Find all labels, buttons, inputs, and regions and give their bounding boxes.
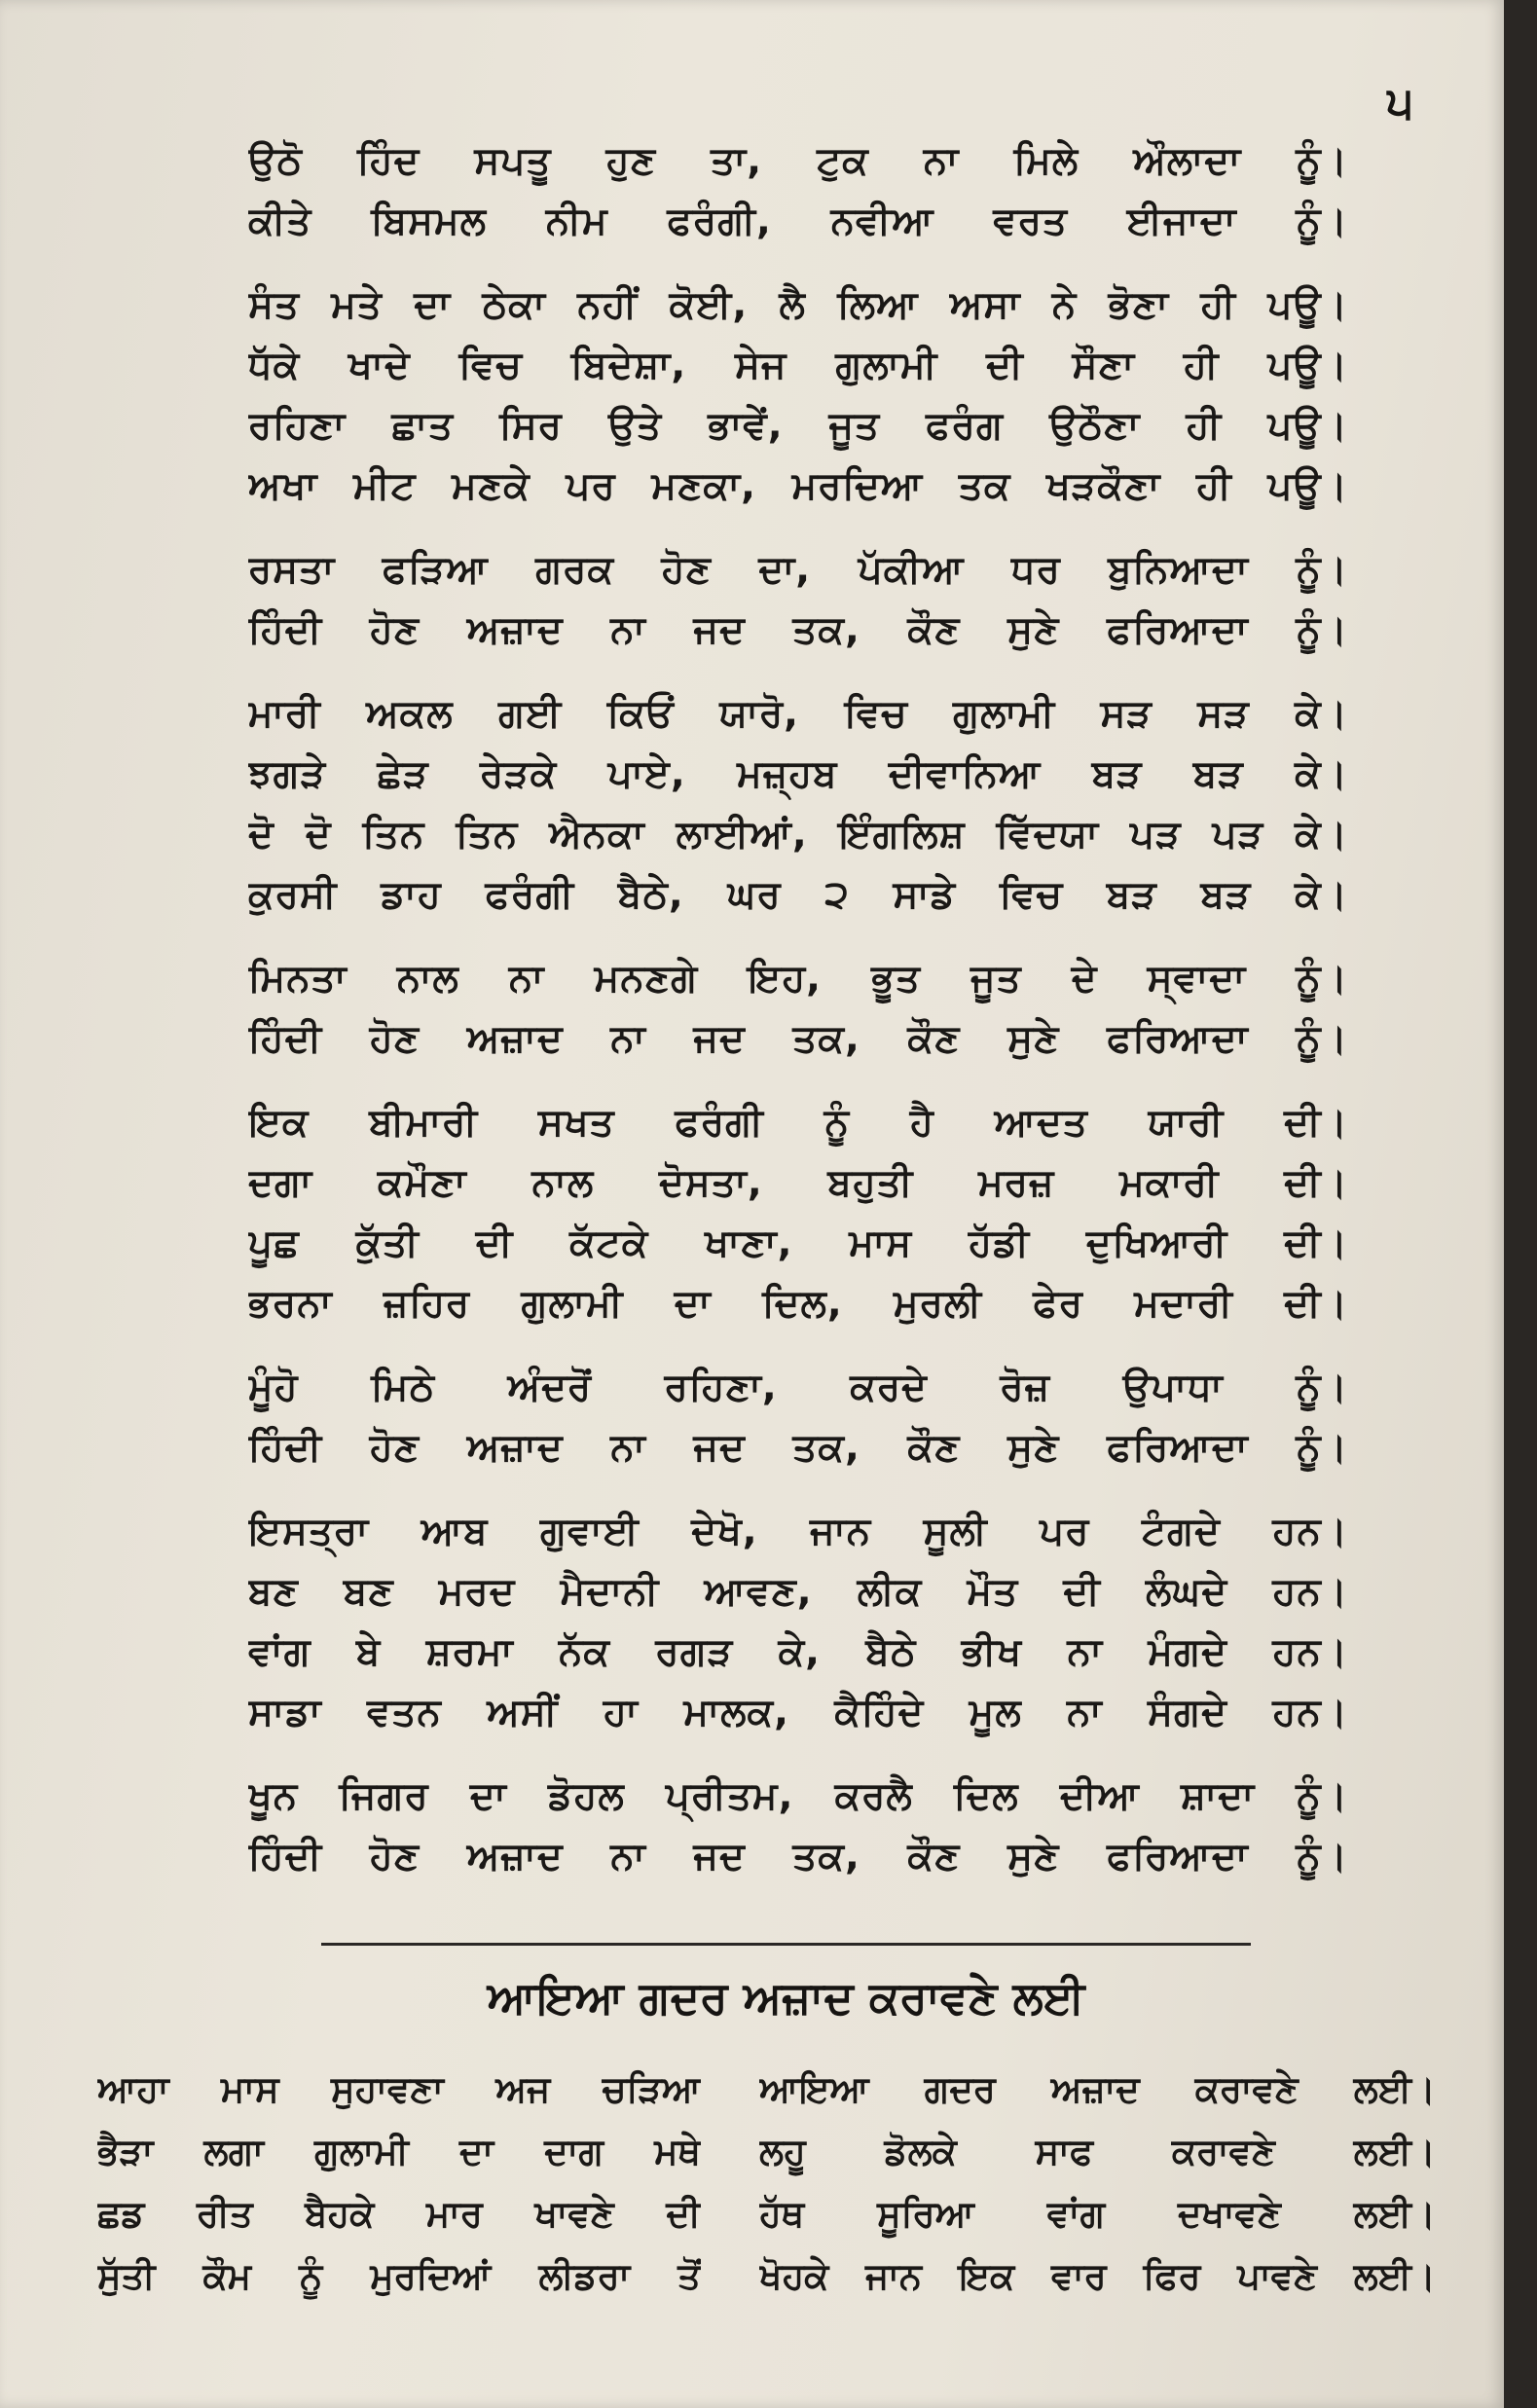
couplet-left: ਭੈੜਾ ਲਗਾ ਗੁਲਾਮੀ ਦਾ ਦਾਗ ਮਥੇ [97, 2131, 701, 2172]
poem-line: ਹਿੰਦੀ ਹੋਣ ਅਜ਼ਾਦ ਨਾ ਜਦ ਤਕ, ਕੌਣ ਸੁਣੇ ਫਰਿਆਦਾ ਨੂੰ। [248, 608, 1348, 652]
stanza [248, 1358, 1348, 1478]
couplet-left: ਸੁੱਤੀ ਕੌਮ ਨੂੰ ਮੁਰਦਿਆਂ ਲੀਡਰਾ ਤੋਂ [97, 2255, 701, 2297]
poem-body [248, 131, 1348, 1911]
poem-line: ਸੰਤ ਮਤੇ ਦਾ ਠੇਕਾ ਨਹੀਂ ਕੋਈ, ਲੈ ਲਿਆ ਅਸਾ ਨੇ ਭੋਣਾ ਹੀ ਪਊ। [248, 283, 1348, 327]
couplet-row [97, 2059, 1436, 2121]
poem-line: ਅਖਾ ਮੀਟ ਮਣਕੇ ਪਰ ਮਣਕਾ, ਮਰਦਿਆ ਤਕ ਖੜਕੌਣਾ ਹੀ ਪਊ। [248, 464, 1348, 508]
stanza [248, 1093, 1348, 1334]
stanza [248, 540, 1348, 661]
poem-line: ਸਾਡਾ ਵਤਨ ਅਸੀਂ ਹਾ ਮਾਲਕ, ਕੈਹਿੰਦੇ ਮੂਲ ਨਾ ਸੰਗਦੇ ਹਨ। [248, 1691, 1348, 1734]
poem-line: ਰਸਤਾ ਫੜਿਆ ਗਰਕ ਹੋਣ ਦਾ, ਪੱਕੀਆ ਧਰ ਬੁਨਿਆਦਾ ਨੂੰ। [248, 548, 1348, 592]
poem-line: ਮਾਰੀ ਅਕਲ ਗਈ ਕਿਓਂ ਯਾਰੋ, ਵਿਚ ਗੁਲਾਮੀ ਸੜ ਸੜ ਕੇ। [248, 692, 1348, 736]
couplet-right: ਆਇਆ ਗਦਰ ਅਜ਼ਾਦ ਕਰਾਵਣੇ ਲਈ। [759, 2068, 1436, 2110]
poem-line: ਇਸਤ੍ਰਾ ਆਬ ਗੁਵਾਈ ਦੇਖੋ, ਜਾਨ ਸੂਲੀ ਪਰ ਟੰਗਦੇ ਹਨ। [248, 1510, 1348, 1553]
couplet-right: ਲਹੂ ਡੋਲਕੇ ਸਾਫ ਕਰਾਵਣੇ ਲਈ। [759, 2131, 1436, 2172]
poem-line: ਮਿਨਤਾ ਨਾਲ ਨਾ ਮਨਣਗੇ ਇਹ, ਭੂਤ ਜੂਤ ਦੇ ਸ੍ਵਾਦਾ ਨੂੰ। [248, 957, 1348, 1001]
poem-line: ਧੱਕੇ ਖਾਦੇ ਵਿਚ ਬਿਦੇਸ਼ਾ, ਸੇਜ ਗੁਲਾਮੀ ਦੀ ਸੌਣਾ ਹੀ ਪਊ। [248, 344, 1348, 387]
poem-line: ਹਿੰਦੀ ਹੋਣ ਅਜ਼ਾਦ ਨਾ ਜਦ ਤਕ, ਕੌਣ ਸੁਣੇ ਫਰਿਆਦਾ ਨੂੰ। [248, 1835, 1348, 1879]
poem-line: ਝਗੜੇ ਛੇੜ ਰੇੜਕੇ ਪਾਏ, ਮਜ਼੍ਹਬ ਦੀਵਾਨਿਆ ਬੜ ਬੜ ਕੇ। [248, 752, 1348, 796]
poem-line: ਮੂੰਹੋ ਮਿਠੇ ਅੰਦਰੋਂ ਰਹਿਣਾ, ਕਰਦੇ ਰੋਜ਼ ਉਪਾਧਾ ਨੂੰ। [248, 1366, 1348, 1409]
page-number: ੫ [1387, 76, 1414, 128]
couplet-right: ਖੋਹਕੇ ਜਾਨ ਇਕ ਵਾਰ ਫਿਰ ਪਾਵਣੇ ਲਈ। [759, 2255, 1436, 2297]
couplet-left: ਛਡ ਰੀਤ ਬੈਹਕੇ ਮਾਰ ਖਾਵਣੇ ਦੀ [97, 2193, 701, 2235]
poem-line: ਕੁਰਸੀ ਡਾਹ ਫਰੰਗੀ ਬੈਠੇ, ਘਰ ੨ ਸਾਡੇ ਵਿਚ ਬੜ ਬੜ ਕੇ। [248, 873, 1348, 917]
poem-line: ਹਿੰਦੀ ਹੋਣ ਅਜ਼ਾਦ ਨਾ ਜਦ ਤਕ, ਕੌਣ ਸੁਣੇ ਫਰਿਆਦਾ ਨੂੰ। [248, 1017, 1348, 1061]
stanza [248, 949, 1348, 1070]
couplet-right: ਹੱਥ ਸੂਰਿਆ ਵਾਂਗ ਦਖਾਵਣੇ ਲਈ। [759, 2193, 1436, 2235]
section-heading: ਆਇਆ ਗਦਰ ਅਜ਼ਾਦ ਕਰਾਵਣੇ ਲਈ [487, 1971, 1085, 2024]
stanza [248, 684, 1348, 926]
stanza [248, 131, 1348, 252]
couplet-block [97, 2059, 1436, 2308]
poem-line: ਪੂਛ ਕੁੱਤੀ ਦੀ ਕੱਟਕੇ ਖਾਣਾ, ਮਾਸ ਹੱਡੀ ਦੁਖਿਆਰੀ ਦੀ। [248, 1222, 1348, 1265]
poem-line: ਇਕ ਬੀਮਾਰੀ ਸਖਤ ਫਰੰਗੀ ਨੂੰ ਹੈ ਆਦਤ ਯਾਰੀ ਦੀ। [248, 1101, 1348, 1145]
poem-line: ਖੂਨ ਜਿਗਰ ਦਾ ਡੋਹਲ ਪ੍ਰੀਤਮ, ਕਰਲੈ ਦਿਲ ਦੀਆ ਸ਼ਾਦਾ ਨੂੰ। [248, 1774, 1348, 1818]
poem-line: ਦਗਾ ਕਮੌਣਾ ਨਾਲ ਦੋਸਤਾ, ਬਹੁਤੀ ਮਰਜ਼ ਮਕਾਰੀ ਦੀ। [248, 1161, 1348, 1205]
stanza [248, 1767, 1348, 1887]
poem-line: ਕੀਤੇ ਬਿਸਮਲ ਨੀਮ ਫਰੰਗੀ, ਨਵੀਆ ਵਰਤ ਈਜਾਦਾ ਨੂੰ। [248, 200, 1348, 243]
poem-line: ਹਿੰਦੀ ਹੋਣ ਅਜ਼ਾਦ ਨਾ ਜਦ ਤਕ, ਕੌਣ ਸੁਣੇ ਫਰਿਆਦਾ ਨੂੰ। [248, 1426, 1348, 1470]
couplet-row [97, 2121, 1436, 2183]
couplet-row [97, 2183, 1436, 2245]
section-divider [321, 1943, 1251, 1946]
couplet-row [97, 2245, 1436, 2308]
couplet-left: ਆਹਾ ਮਾਸ ਸੁਹਾਵਣਾ ਅਜ ਚੜਿਆ [97, 2068, 701, 2110]
poem-line: ਵਾਂਗ ਬੇ ਸ਼ਰਮਾ ਨੱਕ ਰਗੜ ਕੇ, ਬੈਠੇ ਭੀਖ ਨਾ ਮੰਗਦੇ ਹਨ। [248, 1630, 1348, 1674]
poem-line: ਉਠੋ ਹਿੰਦ ਸਪਤੂ ਹੁਣ ਤਾ, ਟੁਕ ਨਾ ਮਿਲੇ ਔਲਾਦਾ ਨੂੰ। [248, 139, 1348, 183]
poem-line: ਦੋ ਦੋ ਤਿਨ ਤਿਨ ਐਨਕਾ ਲਾਈਆਂ, ਇੰਗਲਿਸ਼ ਵਿੱਦਯਾ ਪੜ ਪੜ ਕੇ। [248, 813, 1348, 857]
poem-line: ਬਣ ਬਣ ਮਰਦ ਮੈਦਾਨੀ ਆਵਣ, ਲੀਕ ਮੌਤ ਦੀ ਲੰਘਦੇ ਹਨ। [248, 1570, 1348, 1614]
stanza [248, 1502, 1348, 1743]
poem-line: ਰਹਿਣਾ ਛਾਤ ਸਿਰ ਉਤੇ ਭਾਵੇਂ, ਜੂਤ ਫਰੰਗ ਉਠੌਣਾ ਹੀ ਪਊ। [248, 404, 1348, 448]
poem-line: ਭਰਨਾ ਜ਼ਹਿਰ ਗੁਲਾਮੀ ਦਾ ਦਿਲ, ਮੁਰਲੀ ਫੇਰ ਮਦਾਰੀ ਦੀ। [248, 1282, 1348, 1326]
stanza [248, 275, 1348, 517]
